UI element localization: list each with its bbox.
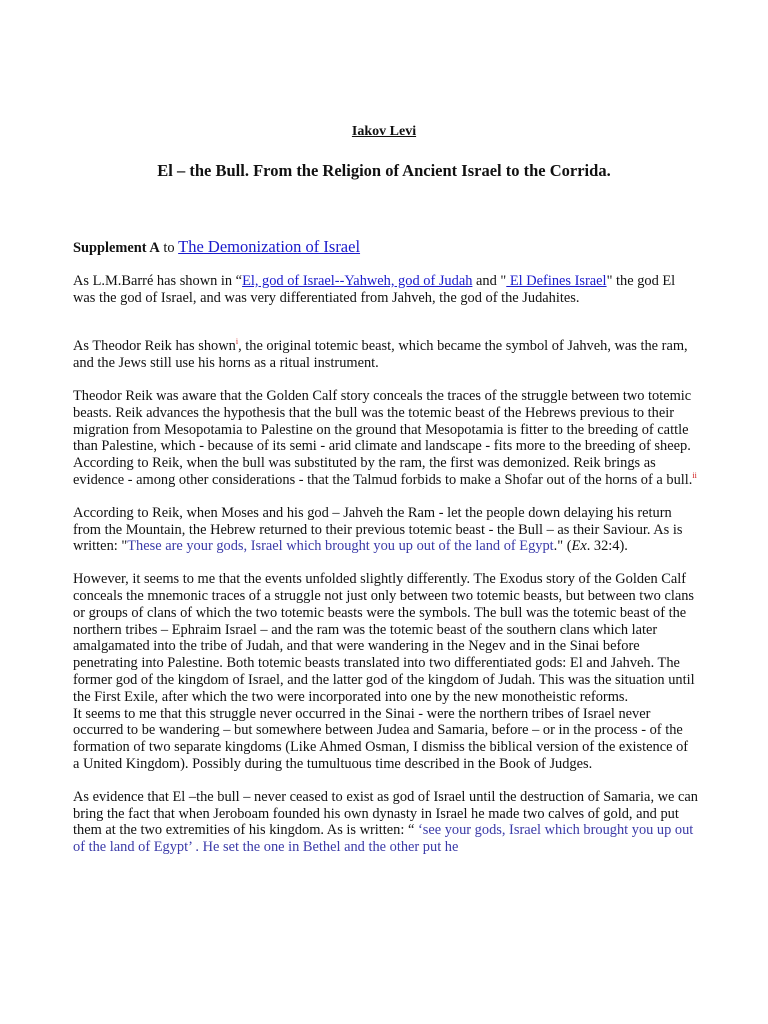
- text-run: and ": [472, 272, 507, 289]
- exodus-abbrev: Ex: [571, 538, 587, 555]
- exodus-quote: These are your gods, Israel which brought you up out of the land of Egypt: [127, 538, 554, 555]
- supplement-heading: [73, 239, 698, 257]
- footnote-ref-i[interactable]: i: [235, 337, 239, 347]
- supplement-label: Supplement A: [73, 240, 160, 256]
- el-defines-israel-link[interactable]: El Defines Israel: [506, 272, 607, 289]
- paragraph-struggle: It seems to me that this struggle never occurred in the Sinai - were the northern tribes of Israel never occurred to be wandering – but somewhere between Judea and Samaria, before – or in the process - of the formation of two separate kingdoms (Like Ahmed Osman, I dismiss the biblical version of the existence of a United Kingdom). Possibly during the tumultuous time described in the Book of Judges.: [73, 705, 689, 772]
- paragraph-golden-calf: Theodor Reik was aware that the Golden Calf story conceals the traces of the struggle between two totemic beasts. Reik advances the hypothesis that the bull was the totemic beast of the Hebrews previous to their migration from Mesopotamia to Palestine on the ground that Mesopotamia is fitter to the breeding of cattle than Palestine, which - because of its semi - arid climate and landscape - fits more to the breeding of sheep.: [73, 387, 692, 455]
- text-run: As L.M.Barré has shown in “: [73, 272, 243, 289]
- text-run: As Theodor Reik has shown: [73, 338, 236, 355]
- text-run: According to Reik, when the bull was substituted by the ram, the first was demonized. Reik brings as evidence - among other considerations - that the Talmud forbids to make a Shofar out of the horns of a bull.: [73, 455, 693, 488]
- article-title: El – the Bull. From the Religion of Ancient Israel to the Corrida.: [157, 161, 611, 180]
- paragraph-moses: [73, 505, 698, 555]
- text-run: According to Reik, when Moses and his god – Jahveh the Ram - let the people down delaying his return from the Mountain, the Hebrew returned to their previous totemic beast - the Bull – as their Saviour. As is written: ": [73, 504, 683, 555]
- text-run: , the original totemic beast, which became the symbol of Jahveh, was the ram, and the Jews still use his horns as a ritual instrument.: [73, 338, 688, 372]
- demonization-link[interactable]: The Demonization of Israel: [178, 237, 361, 256]
- paragraph-shofar: [73, 455, 698, 489]
- paragraph-jeroboam: [73, 789, 698, 856]
- text-run: . 32:4).: [586, 538, 628, 555]
- author-name: Iakov Levi: [351, 124, 417, 139]
- kings-quote: ‘see your gods, Israel which brought you up out of the land of Egypt’ . He set the one in Bethel and the other put he: [73, 822, 694, 856]
- supplement-connector: to: [159, 240, 179, 256]
- paragraph-barre: [73, 273, 698, 307]
- paragraph-two-clans: However, it seems to me that the events unfolded slightly differently. The Exodus story of the Golden Calf conceals the mnemonic traces of a struggle not just only between two totemic beasts, but between two clans or groups of clans of which the two totemic beasts were the symbols. The bull was the totemic beast of the northern tribes – Ephraim Israel – and the ram was the totemic beast of the southern clans which later amalgamated into the tribe of Judah, and that were wandering in the Negev and in the Sinai before penetrating into Palestine. Both totemic beasts translated into two differentiated gods: El and Jahveh. The former god of the kingdom of Israel, and the latter god of the kingdom of Judah. This was the situation until the First Exile, after which the two were incorporated into one by the new monotheistic reforms.: [73, 571, 695, 705]
- text-run: As evidence that El –the bull – never ceased to exist as god of Israel until the destruction of Samaria, we can bring the fact that when Jeroboam founded his own dynasty in Israel he made two calves of gold, and put them at the two extremities of his kingdom. As is written: “: [73, 788, 698, 839]
- text-run: " the god El was the god of Israel, and was very differentiated from Jahveh, the god of the Judahites.: [73, 272, 676, 306]
- document-body: [73, 239, 698, 856]
- text-run: ." (: [553, 538, 572, 555]
- el-god-of-israel-link[interactable]: El, god of Israel--Yahweh, god of Judah: [242, 272, 473, 289]
- footnote-ref-ii[interactable]: ii: [692, 471, 697, 481]
- paragraph-reik-ram: [73, 338, 698, 372]
